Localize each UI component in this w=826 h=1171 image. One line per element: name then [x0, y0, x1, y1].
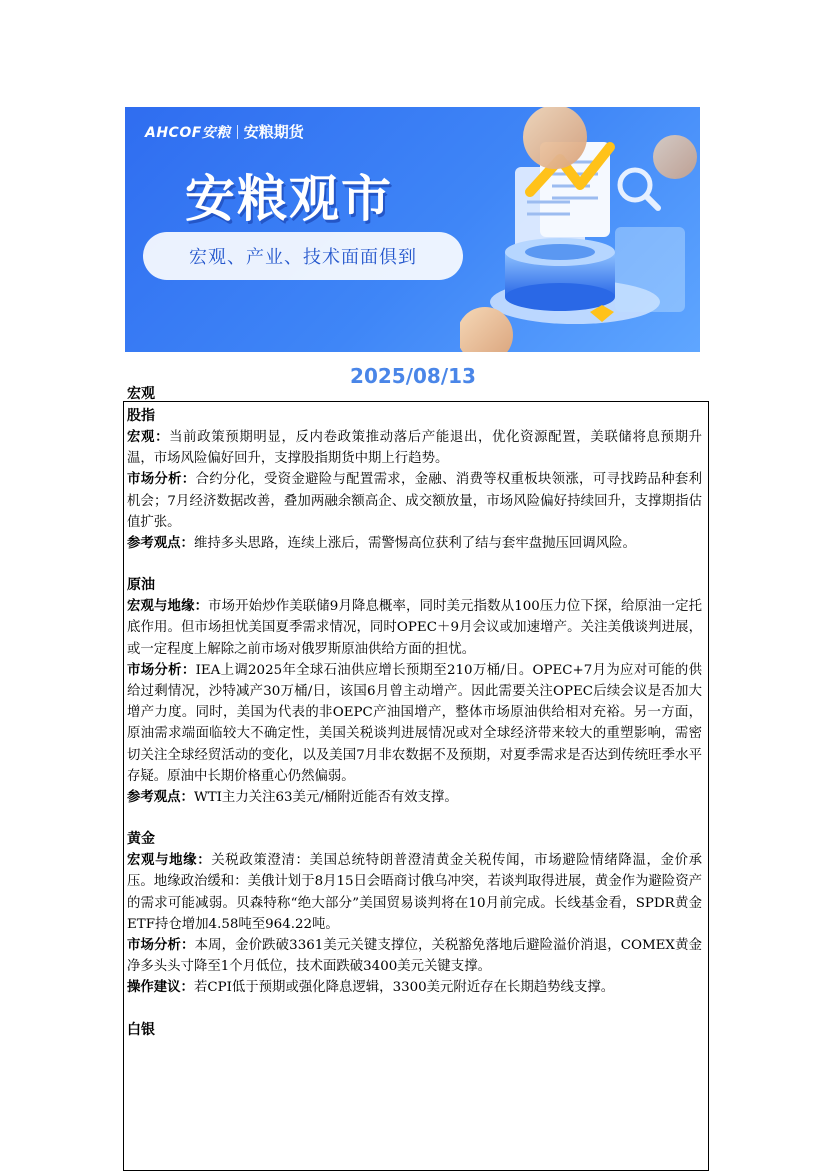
para-text: 本周，金价跌破3361美元关键支撑位，关税豁免落地后避险溢价消退，COMEX黄金净多头头寸降至1个月低位，技术面跌破3400美元关键支撑。 [127, 938, 702, 975]
paragraph [127, 850, 702, 935]
banner [125, 107, 700, 352]
logo-divider [237, 125, 238, 139]
banner-subtitle: 宏观、产业、技术面面俱到 [189, 247, 417, 268]
block-title: 白银 [127, 1021, 155, 1038]
paragraph [127, 427, 702, 469]
block-silver [127, 1020, 702, 1041]
paragraph [127, 935, 702, 977]
block-title: 黄金 [127, 831, 155, 848]
paragraph [127, 469, 702, 533]
para-text: 若CPI低于预期或强化降息逻辑，3300美元附近存在长期趋势线支撑。 [193, 980, 615, 996]
para-label: 市场分析： [127, 662, 196, 678]
para-text: 关税政策澄清：美国总统特朗普澄清黄金关税传闻，市场避险情绪降温，金价承压。地缘政治缓和：美俄计划于8月15日会晤商讨俄乌冲突，若谈判取得进展，黄金作为避险资产的需求可能减弱。贝森特称“绝大部分”美国贸易谈判将在10月前完成。长线基金看，SPDR黄金ETF持仓增加4.58吨至964.22吨。 [127, 853, 703, 932]
paragraph [127, 660, 702, 787]
para-label: 参考观点： [127, 536, 194, 552]
report-date: 2025/08/13 [350, 364, 476, 388]
banner-title: 安粮观市 [185, 170, 393, 228]
para-label: 宏观与地缘： [127, 853, 212, 869]
paragraph [127, 596, 702, 660]
para-label: 参考观点： [127, 790, 194, 806]
block-title: 原油 [127, 577, 155, 594]
para-text: IEA上调2025年全球石油供应增长预期至210万桶/日。OPEC+7月为应对可能的供给过剩情况，沙特减产30万桶/日，该国6月曾主动增产。因此需要关注OPEC后续会议是否加大增产力度。同时，美国为代表的非OEPC产油国增产，整体市场原油供给相对充裕。另一方面，原油需求端面临较大不确定性，美国关税谈判进展情况或对全球经济带来较大的重塑影响，需密切关注全球经贸活动的变化，以及美国7月非农数据不及预期，对夏季需求是否达到传统旺季水平存疑。原油中长期价格重心仍然偏弱。 [127, 662, 702, 784]
paragraph [127, 977, 702, 998]
logo-en-text: AHCOF安粮 [145, 124, 231, 141]
para-label: 宏观与地缘： [127, 599, 209, 615]
report-content-box [123, 401, 709, 1171]
brand-logo [145, 121, 304, 142]
block-crude-oil [127, 575, 702, 808]
logo-cn-text: 安粮期货 [243, 123, 304, 141]
para-label: 宏观： [127, 430, 170, 445]
para-text: 当前政策预期明显，反内卷政策推动落后产能退出，优化资源配置，美联储将息预期升温，市场风险偏好回升，支撑股指期货中期上行趋势。 [127, 430, 703, 467]
banner-illustration-icon [460, 107, 700, 352]
block-title: 股指 [127, 408, 155, 424]
banner-subtitle-box [143, 232, 463, 280]
para-text: WTI主力关注63美元/桶附近能否有效支撑。 [193, 790, 458, 806]
section-title: 宏观 [127, 386, 155, 402]
block-gold [127, 829, 702, 998]
paragraph [127, 533, 702, 554]
block-stock-index [127, 406, 702, 554]
para-label: 操作建议： [127, 980, 194, 996]
para-label: 市场分析： [127, 938, 195, 954]
para-text: 市场开始炒作美联储9月降息概率，同时美元指数从100压力位下探，给原油一定托底作用。但市场担忧美国夏季需求情况，同时OPEC＋9月会议或加速增产。关注美俄谈判进展，或一定程度上解除之前市场对俄罗斯原油供给方面的担忧。 [127, 599, 703, 657]
para-text: 合约分化，受资金避险与配置需求，金融、消费等权重板块领涨，可寻找跨品种套利机会；7月经济数据改善，叠加两融余额高企、成交额放量，市场风险偏好持续回升，支撑期指估值扩张。 [127, 472, 703, 530]
paragraph [127, 787, 702, 808]
para-label: 市场分析： [127, 472, 196, 488]
para-text: 维持多头思路，连续上涨后，需警惕高位获利了结与套牢盘抛压回调风险。 [193, 536, 636, 552]
